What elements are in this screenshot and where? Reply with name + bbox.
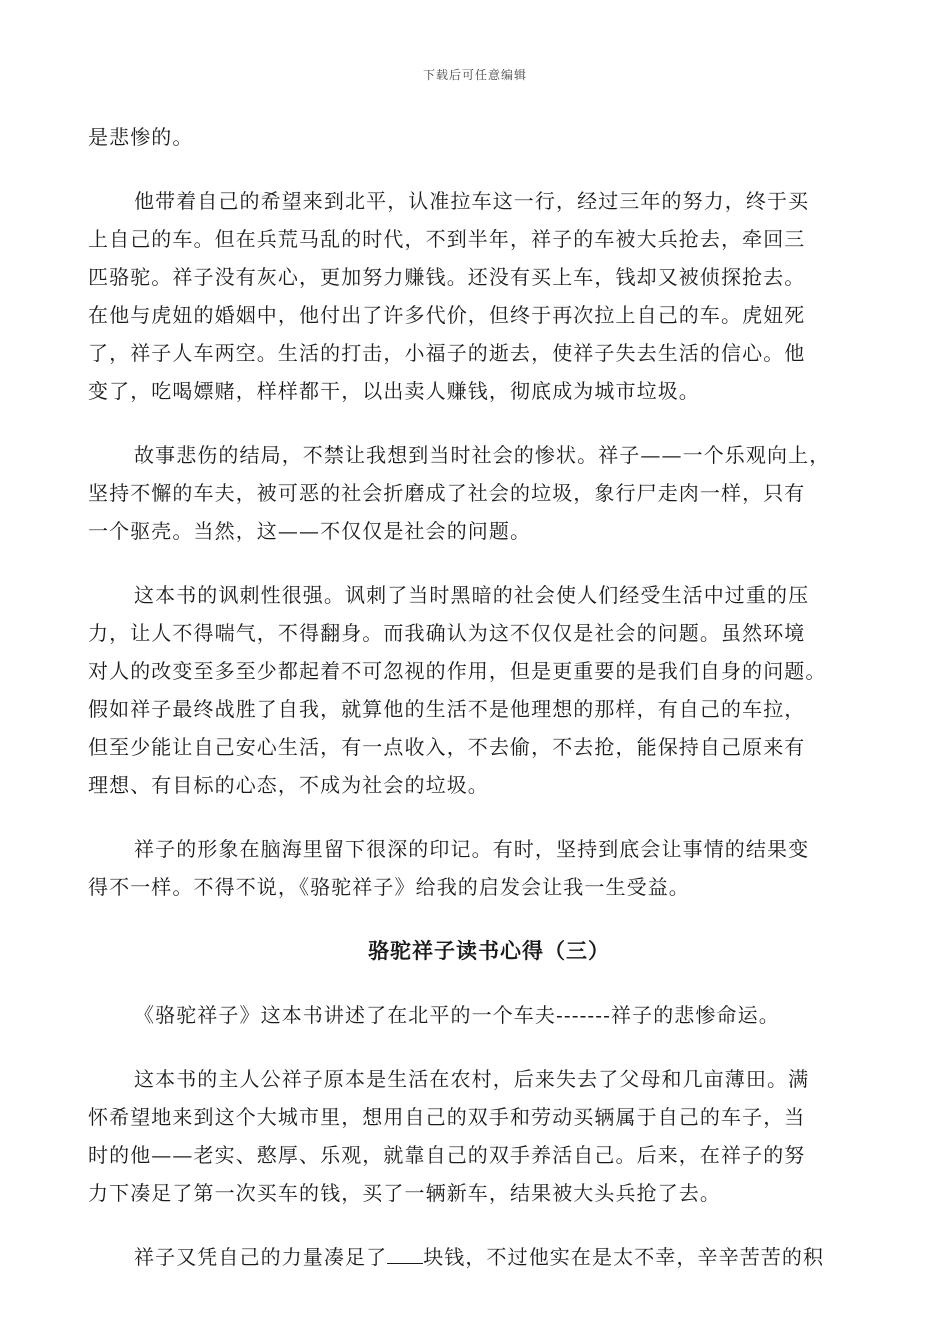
paragraph-line: 对人的改变至多至少都起着不可忽视的作用，但是更重要的是我们自身的问题。 xyxy=(88,659,827,683)
paragraph-line: 了，祥子人车两空。生活的打击，小福子的逝去，使祥子失去生活的信心。他 xyxy=(88,341,806,365)
paragraph-line: 变了，吃喝嫖赌，样样都干，以出卖人赚钱，彻底成为城市垃圾。 xyxy=(88,379,700,403)
fill-in-blank xyxy=(387,1241,423,1264)
paragraph-line: 他带着自己的希望来到北平，认准拉车这一行，经过三年的努力，终于买 xyxy=(134,189,810,213)
paragraph-line: 这本书的讽刺性很强。讽刺了当时黑暗的社会使人们经受生活中过重的压 xyxy=(134,583,810,607)
document-body xyxy=(88,118,858,1276)
paragraph-line: 《骆驼祥子》这本书讲述了在北平的一个车夫-------祥子的悲惨命运。 xyxy=(134,1003,780,1027)
paragraph-line: 匹骆驼。祥子没有灰心，更加努力赚钱。还没有买上车，钱却又被侦探抢去。 xyxy=(88,265,806,289)
paragraph-line: 假如祥子最终战胜了自我，就算他的生活不是他理想的那样，有自己的车拉， xyxy=(88,697,806,721)
paragraph-line: 力下凑足了第一次买车的钱，买了一辆新车，结果被大头兵抢了去。 xyxy=(88,1181,721,1205)
paragraph-line: 坚持不懈的车夫，被可恶的社会折磨成了社会的垃圾，象行尸走肉一样，只有 xyxy=(88,481,806,505)
paragraph-line: 得不一样。不得不说，《骆驼祥子》给我的启发会让我一生受益。 xyxy=(88,875,690,899)
paragraph-line: 祥子的形象在脑海里留下很深的印记。有时，坚持到底会让事情的结果变 xyxy=(134,837,810,861)
page-header: 下载后可任意编辑 xyxy=(422,68,527,82)
paragraph-line: 但至少能让自己安心生活，有一点收入，不去偷，不去抢，能保持自己原来有 xyxy=(88,735,806,759)
paragraph-line: 故事悲伤的结局，不禁让我想到当时社会的惨状。祥子——一个乐观向上， xyxy=(134,443,831,467)
paragraph-line: 这本书的主人公祥子原本是生活在农村，后来失去了父母和几亩薄田。满 xyxy=(134,1067,810,1091)
paragraph-line: 上自己的车。但在兵荒马乱的时代，不到半年，祥子的车被大兵抢去，牵回三 xyxy=(88,227,806,251)
paragraph-line: 在他与虎妞的婚姻中，他付出了许多代价，但终于再次拉上自己的车。虎妞死 xyxy=(88,303,806,327)
paragraph-line: 时的他——老实、憨厚、乐观，就靠自己的双手养活自己。后来，在祥子的努 xyxy=(88,1143,806,1167)
paragraph-line: 一个驱壳。当然，这——不仅仅是社会的问题。 xyxy=(88,519,532,543)
paragraph-line xyxy=(88,1238,858,1276)
paragraph-line: 是悲惨的。 xyxy=(88,125,194,149)
section-title: 骆驼祥子读书心得（三） xyxy=(368,938,610,963)
paragraph-line: 理想、有目标的心态，不成为社会的垃圾。 xyxy=(88,773,489,797)
paragraph-line: 怀希望地来到这个大城市里，想用自己的双手和劳动买辆属于自己的车子，当 xyxy=(88,1105,806,1129)
text-before-blank: 祥子又凭自己的力量凑足了 xyxy=(134,1245,388,1269)
text-after-blank: 块钱，不过他实在是太不幸，辛辛苦苦的积 xyxy=(423,1245,825,1269)
paragraph-line: 力，让人不得喘气，不得翻身。而我确认为这不仅仅是社会的问题。虽然环境 xyxy=(88,621,806,645)
